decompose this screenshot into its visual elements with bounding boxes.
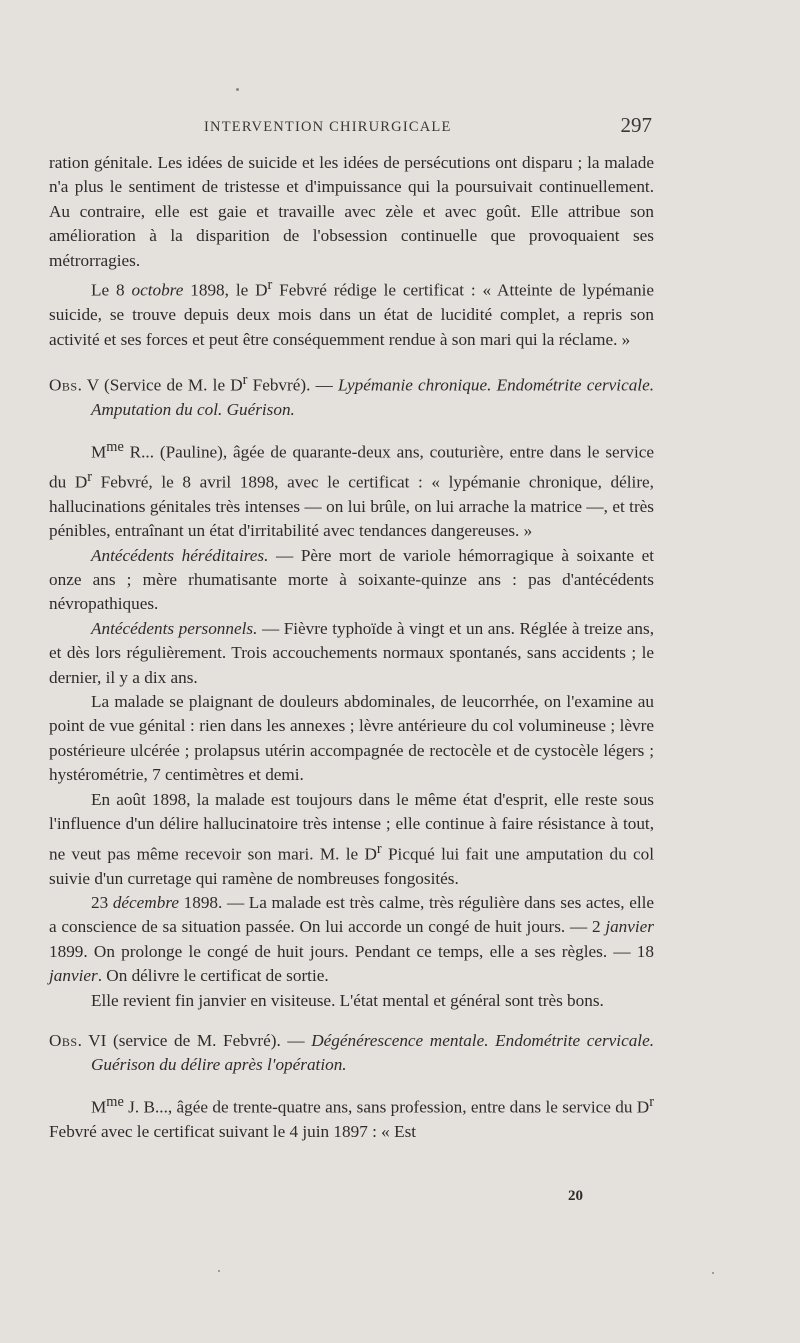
italic-date: janvier (49, 966, 98, 986)
superscript: r (87, 468, 93, 485)
text-run: . On délivre le certificat de sortie. (97, 966, 329, 986)
text-run: — Père mort de variole hémorragique à soixante et onze ans ; mère rhumatisante morte à soixante-quinze ans : pas d'antécédents névropathiques. (49, 545, 654, 614)
observation-heading-5 (49, 368, 654, 423)
text-run: 1898. — La malade est très calme, très régulière dans ses actes, elle a conscience de sa situation passée. On lui accorde un congé de huit jours. — 2 (49, 893, 654, 937)
paper-speck (218, 1270, 220, 1272)
paragraph (49, 891, 654, 989)
text-run: Febvré). — (247, 375, 338, 395)
section-label: Antécédents personnels. (91, 618, 258, 638)
italic-date: janvier (605, 917, 654, 937)
text-run: M (91, 1097, 107, 1117)
text-run: Febvré rédige le certificat : « Atteinte de lypémanie suicide, se trouve depuis deux mois dans un état de lucidité complet, a repris son activité et ses forces et peut être conséquemment rendue à son mari qui la réclame. » (49, 280, 654, 349)
obs-diagnosis: Dégénérescence mentale. Endométrite cervicale. Guérison du délire après l'opération. (91, 1031, 654, 1075)
obs-diagnosis: Lypémanie chronique. Endométrite cervicale. Amputation du col. Guérison. (91, 375, 654, 420)
italic-date: décembre (112, 893, 179, 913)
text-run: R... (Pauline), âgée de quarante-deux ans, couturière, entre dans le service du D (49, 442, 654, 492)
paragraph (49, 273, 654, 352)
text-run: — Fièvre typhoïde à vingt et un ans. Réglée à treize ans, et dès lors régulièrement. Trois accouchements normaux spontanés, sans accidents ; le dernier, il y a dix ans. (49, 618, 654, 687)
observation-heading-6 (49, 1029, 654, 1078)
paragraph: La malade se plaignant de douleurs abdominales, de leucorrhée, on l'examine au point de vue génital : rien dans les annexes ; lèvre antérieure du col volumineuse ; lèvre postérieure ulcérée ; prolapsus utérin accompagnée de rectocèle et de cystocèle légers ; hystérométrie, 7 centimètres et demi. (49, 692, 654, 785)
paper-speck (236, 88, 239, 91)
page-number: 297 (620, 113, 652, 137)
text-run: En août 1898, la malade est toujours dans le même état d'esprit, elle reste sous l'influence d'un délire hallucinatoire très intense ; elle continue à faire résistance à tout, ne veut pas même recevoir son mari. M. le D (49, 789, 654, 864)
text-run: 1898, le D (183, 280, 268, 300)
paragraph (49, 1090, 654, 1145)
text-run: Febvré, le 8 avril 1898, avec le certificat : « lypémanie chronique, délire, hallucinations génitales très intenses — on lui brûle, on lui arrache la matrice —, et très pénibles, entraînant un état d'irritabilité avec tendances dangereuses. » (49, 472, 654, 541)
paragraph (49, 788, 654, 891)
text-run: . VI (service de M. Febvré). — (77, 1031, 312, 1051)
paragraph (49, 435, 654, 544)
superscript: me (106, 1093, 124, 1110)
paragraph (49, 617, 654, 690)
text-run: Picqué lui fait une amputation du col suivie d'un curretage qui ramène de nombreuses fongosités. (49, 844, 654, 888)
section-label: Antécédents héréditaires. (91, 545, 269, 565)
text-run: Le 8 (91, 280, 132, 300)
text-run: 1899. On prolonge le congé de huit jours. Pendant ce temps, elle a ses règles. — 18 (49, 941, 654, 961)
page-header (49, 113, 654, 143)
body-text (49, 151, 654, 1144)
paragraph (49, 544, 654, 617)
running-title: INTERVENTION CHIRURGICALE (204, 119, 452, 135)
signature-mark: 20 (568, 1188, 583, 1204)
superscript: r (242, 371, 248, 388)
obs-label: Obs (49, 375, 78, 395)
superscript: r (376, 840, 382, 857)
italic-date: octobre (131, 280, 184, 300)
obs-label: Obs (49, 1031, 78, 1051)
text-run: . V (Service de M. le D (77, 375, 243, 395)
text-run: M (91, 442, 107, 462)
paper-speck (712, 1272, 714, 1274)
paragraph: Elle revient fin janvier en visiteuse. L'état mental et général sont très bons. (91, 990, 604, 1010)
text-run: 23 (91, 893, 113, 913)
superscript: r (649, 1093, 654, 1110)
superscript: me (106, 438, 124, 455)
superscript: r (267, 277, 273, 294)
paragraph: ration génitale. Les idées de suicide et les idées de persécutions ont disparu ; la malade n'a plus le sentiment de tristesse et d'impuissance qui la poursuivait continuellement. Au contraire, elle est gaie et travaille avec zèle et avec goût. Elle attribue son amélioration à la disparition de l'obsession continuelle que provoquaient ses métrorragies. (49, 153, 654, 270)
text-run: J. B..., âgée de trente-quatre ans, sans profession, entre dans le service du D (123, 1097, 650, 1117)
text-run: Febvré avec le certificat suivant le 4 juin 1897 : « Est (49, 1122, 417, 1142)
